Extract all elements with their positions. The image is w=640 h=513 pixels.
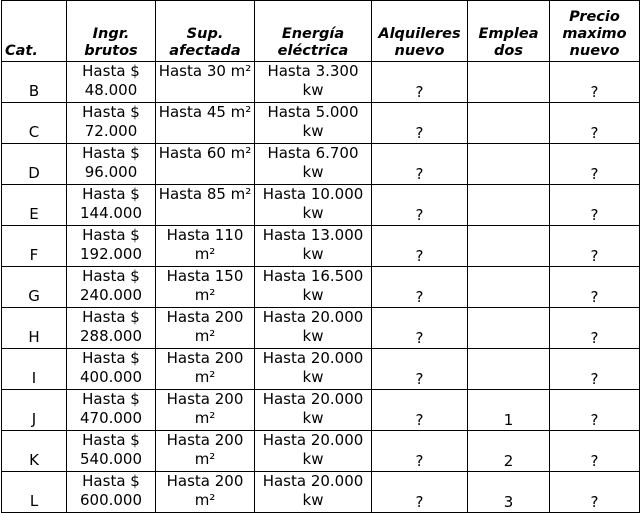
cell-alquileres-value: ? (415, 83, 424, 101)
cell-superficie (156, 431, 255, 472)
cell-energia (255, 226, 372, 267)
cell-alquileres-value: ? (415, 329, 424, 347)
header-alquileres-label: Alquileres nuevo (378, 26, 461, 59)
table-body (2, 62, 640, 513)
cell-precio (550, 472, 640, 513)
cell-precio-value: ? (590, 411, 599, 429)
cell-precio (550, 308, 640, 349)
cell-alquileres-value: ? (415, 370, 424, 388)
cell-energia-value: Hasta 3.300 kw (267, 62, 359, 99)
cell-empleados (468, 267, 550, 308)
cell-alquileres-value: ? (415, 452, 424, 470)
cell-precio (550, 103, 640, 144)
cell-alquileres (372, 62, 468, 103)
cell-ingresos-value: Hasta $ 540.000 (79, 431, 143, 468)
cell-precio-value: ? (590, 493, 599, 511)
cell-energia-value: Hasta 13.000 kw (262, 226, 364, 263)
cell-category-value: E (29, 205, 39, 223)
cell-empleados (468, 144, 550, 185)
cell-precio (550, 185, 640, 226)
header-energia (255, 1, 372, 62)
cell-energia (255, 185, 372, 226)
cell-energia-value: Hasta 5.000 kw (267, 103, 359, 140)
cell-precio (550, 62, 640, 103)
cell-superficie-value: Hasta 200 m² (166, 390, 244, 427)
cell-alquileres-value: ? (415, 247, 424, 265)
cell-empleados (468, 308, 550, 349)
cell-alquileres (372, 185, 468, 226)
cell-category (2, 431, 67, 472)
cell-category-value: J (31, 410, 37, 428)
table-row (2, 185, 640, 226)
cell-superficie (156, 349, 255, 390)
cell-ingresos (67, 308, 156, 349)
cell-ingresos-value: Hasta $ 192.000 (79, 226, 143, 263)
cell-ingresos (67, 349, 156, 390)
cell-superficie-value: Hasta 200 m² (166, 472, 244, 509)
cell-energia (255, 62, 372, 103)
cell-energia (255, 349, 372, 390)
cell-ingresos (67, 144, 156, 185)
header-row (2, 1, 640, 62)
cell-superficie-value: Hasta 85 m² (158, 185, 252, 203)
cell-ingresos-value: Hasta $ 240.000 (79, 267, 143, 304)
cell-superficie (156, 226, 255, 267)
cell-category-value: C (28, 123, 40, 141)
header-ingresos (67, 1, 156, 62)
cell-energia (255, 472, 372, 513)
cell-alquileres (372, 390, 468, 431)
header-superficie-label: Sup. afectada (169, 26, 241, 59)
cell-precio-value: ? (590, 288, 599, 306)
cell-precio (550, 226, 640, 267)
cell-category-value: F (29, 246, 39, 264)
cell-category (2, 144, 67, 185)
header-superficie (156, 1, 255, 62)
cell-precio-value: ? (590, 370, 599, 388)
cell-ingresos-value: Hasta $ 400.000 (79, 349, 143, 386)
cell-category (2, 390, 67, 431)
cell-ingresos (67, 431, 156, 472)
cell-alquileres (372, 267, 468, 308)
cell-energia (255, 144, 372, 185)
cell-alquileres-value: ? (415, 288, 424, 306)
cell-category (2, 472, 67, 513)
cell-energia (255, 267, 372, 308)
cell-precio (550, 267, 640, 308)
cell-category-value: B (28, 82, 40, 100)
cell-empleados (468, 226, 550, 267)
cell-energia-value: Hasta 20.000 kw (262, 308, 364, 345)
cell-alquileres (372, 431, 468, 472)
cell-superficie (156, 390, 255, 431)
table-row (2, 226, 640, 267)
cell-ingresos (67, 226, 156, 267)
cell-category (2, 185, 67, 226)
cell-precio (550, 431, 640, 472)
cell-energia-value: Hasta 6.700 kw (267, 144, 359, 181)
cell-alquileres (372, 103, 468, 144)
cell-energia-value: Hasta 16.500 kw (262, 267, 364, 304)
cell-ingresos-value: Hasta $ 48.000 (82, 62, 140, 99)
cell-energia-value: Hasta 20.000 kw (262, 472, 364, 509)
cell-category-value: L (29, 492, 39, 510)
cell-energia (255, 390, 372, 431)
cell-category (2, 349, 67, 390)
header-cat: Cat. (2, 1, 67, 62)
cell-superficie (156, 103, 255, 144)
cell-precio-value: ? (590, 83, 599, 101)
table-row (2, 390, 640, 431)
cell-precio (550, 390, 640, 431)
table-row (2, 472, 640, 513)
cell-category-value: I (31, 369, 37, 387)
cell-alquileres (372, 349, 468, 390)
cell-energia (255, 308, 372, 349)
cell-superficie (156, 308, 255, 349)
cell-energia-value: Hasta 20.000 kw (262, 349, 364, 386)
cell-superficie-value: Hasta 60 m² (158, 144, 252, 162)
cell-superficie (156, 472, 255, 513)
header-ingresos-label: Ingr. brutos (84, 26, 138, 59)
cell-ingresos (67, 390, 156, 431)
cell-ingresos (67, 267, 156, 308)
cell-empleados-value: 1 (503, 411, 514, 429)
cell-superficie-value: Hasta 200 m² (166, 349, 244, 386)
cell-superficie-value: Hasta 150 m² (166, 267, 244, 304)
cell-category-value: D (28, 164, 40, 182)
cell-alquileres-value: ? (415, 493, 424, 511)
cell-precio-value: ? (590, 247, 599, 265)
cell-ingresos-value: Hasta $ 96.000 (82, 144, 140, 181)
cell-empleados-value: 3 (503, 493, 514, 511)
cell-alquileres-value: ? (415, 411, 424, 429)
cell-superficie-value: Hasta 110 m² (166, 226, 244, 263)
cell-precio-value: ? (590, 452, 599, 470)
cell-ingresos (67, 185, 156, 226)
table-row (2, 431, 640, 472)
cell-precio-value: ? (590, 165, 599, 183)
cell-category-value: H (28, 328, 40, 346)
cell-empleados (468, 185, 550, 226)
cell-category (2, 308, 67, 349)
cell-precio-value: ? (590, 124, 599, 142)
table-row (2, 267, 640, 308)
table-row (2, 349, 640, 390)
cell-empleados-value: 2 (503, 452, 514, 470)
cell-category-value: K (29, 451, 39, 469)
categories-table (1, 0, 640, 513)
cell-superficie-value: Hasta 200 m² (166, 431, 244, 468)
cell-empleados (468, 472, 550, 513)
cell-empleados (468, 431, 550, 472)
cell-superficie-value: Hasta 200 m² (166, 308, 244, 345)
cell-category-value: G (28, 287, 40, 305)
cell-ingresos-value: Hasta $ 144.000 (79, 185, 143, 222)
cell-ingresos (67, 62, 156, 103)
cell-category (2, 103, 67, 144)
cell-empleados (468, 390, 550, 431)
cell-energia (255, 431, 372, 472)
header-alquileres (372, 1, 468, 62)
table-row (2, 144, 640, 185)
cell-alquileres (372, 472, 468, 513)
cell-superficie (156, 62, 255, 103)
cell-ingresos-value: Hasta $ 72.000 (82, 103, 140, 140)
cell-energia-value: Hasta 20.000 kw (262, 431, 364, 468)
cell-ingresos-value: Hasta $ 288.000 (79, 308, 143, 345)
cell-empleados (468, 349, 550, 390)
cell-ingresos-value: Hasta $ 600.000 (79, 472, 143, 509)
cell-alquileres (372, 226, 468, 267)
header-empleados-label: Emplea dos (478, 26, 539, 59)
cell-alquileres-value: ? (415, 124, 424, 142)
cell-superficie (156, 267, 255, 308)
cell-category (2, 62, 67, 103)
cell-ingresos-value: Hasta $ 470.000 (79, 390, 143, 427)
cell-alquileres-value: ? (415, 206, 424, 224)
cell-precio (550, 349, 640, 390)
table-row (2, 308, 640, 349)
cell-empleados (468, 103, 550, 144)
cell-superficie-value: Hasta 30 m² (158, 62, 252, 80)
cell-category (2, 267, 67, 308)
cell-category (2, 226, 67, 267)
cell-alquileres (372, 308, 468, 349)
header-empleados (468, 1, 550, 62)
cell-precio (550, 144, 640, 185)
cell-alquileres-value: ? (415, 165, 424, 183)
header-precio (550, 1, 640, 62)
cell-ingresos (67, 472, 156, 513)
header-energia-label: Energía eléctrica (277, 26, 349, 59)
cell-empleados (468, 62, 550, 103)
cell-alquileres (372, 144, 468, 185)
cell-superficie (156, 144, 255, 185)
cell-precio-value: ? (590, 329, 599, 347)
table-row (2, 62, 640, 103)
cell-superficie (156, 185, 255, 226)
cell-ingresos (67, 103, 156, 144)
cell-precio-value: ? (590, 206, 599, 224)
cell-energia (255, 103, 372, 144)
cell-energia-value: Hasta 10.000 kw (262, 185, 364, 222)
cell-superficie-value: Hasta 45 m² (158, 103, 252, 121)
header-precio-label: Precio maximo nuevo (562, 9, 627, 59)
cell-energia-value: Hasta 20.000 kw (262, 390, 364, 427)
table-row (2, 103, 640, 144)
